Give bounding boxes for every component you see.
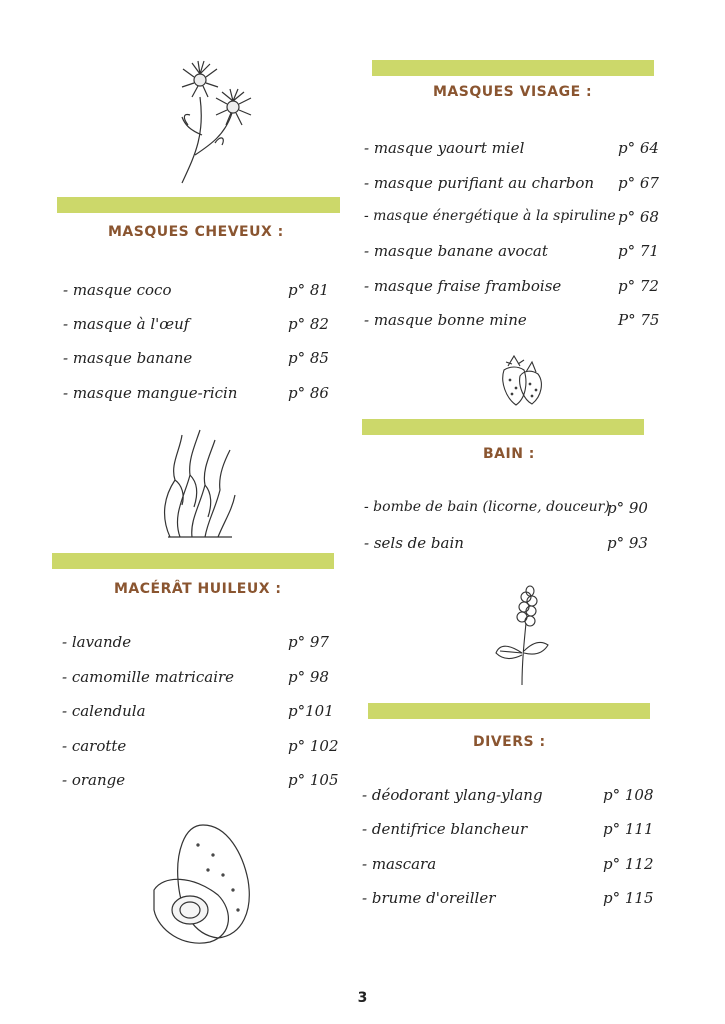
page-ref: p° 85 bbox=[288, 349, 329, 367]
list-item: - masque yaourt miel bbox=[364, 139, 525, 157]
list-item: - sels de bain bbox=[364, 534, 464, 552]
page-ref: p° 102 bbox=[288, 737, 339, 755]
list-item: - masque fraise framboise bbox=[364, 277, 562, 295]
strawberry-icon bbox=[496, 350, 544, 408]
page-ref: p°101 bbox=[288, 702, 334, 720]
section-bar bbox=[52, 553, 334, 569]
list-item: - carotte bbox=[62, 737, 127, 755]
page-ref: p° 112 bbox=[603, 855, 654, 873]
page-number: 3 bbox=[357, 990, 368, 1006]
section-bar bbox=[368, 703, 650, 719]
page-ref: p° 90 bbox=[607, 499, 648, 517]
page-ref: p° 72 bbox=[618, 277, 659, 295]
list-item: - masque à l'œuf bbox=[63, 315, 190, 333]
page-ref: p° 81 bbox=[288, 281, 329, 299]
list-item: - masque purifiant au charbon bbox=[364, 174, 595, 192]
section-title-divers: DIVERS : bbox=[473, 734, 546, 750]
list-item: - lavande bbox=[62, 633, 132, 651]
list-item: - mascara bbox=[362, 855, 437, 873]
page-ref: p° 108 bbox=[603, 786, 654, 804]
page-ref: p° 105 bbox=[288, 771, 339, 789]
page-ref: p° 115 bbox=[603, 889, 654, 907]
page-ref: p° 64 bbox=[618, 139, 659, 157]
list-item: - masque bonne mine bbox=[364, 311, 527, 329]
page-ref: p° 97 bbox=[288, 633, 329, 651]
page-ref: p° 71 bbox=[618, 242, 659, 260]
section-bar bbox=[362, 419, 644, 435]
section-title-macerat-huileux: MACÉRÂT HUILEUX : bbox=[114, 581, 282, 597]
avocado-icon bbox=[148, 820, 258, 950]
list-item: - orange bbox=[62, 771, 126, 789]
list-item: - masque banane bbox=[63, 349, 193, 367]
page-ref: p° 111 bbox=[603, 820, 654, 838]
list-item: - brume d'oreiller bbox=[362, 889, 496, 907]
page-ref: p° 67 bbox=[618, 174, 659, 192]
page-ref: p° 93 bbox=[607, 534, 648, 552]
page-ref: p° 82 bbox=[288, 315, 329, 333]
chamomile-flower-icon bbox=[170, 55, 265, 185]
list-item: - masque coco bbox=[63, 281, 172, 299]
list-item: - masque banane avocat bbox=[364, 242, 548, 260]
list-item: - masque énergétique à la spiruline bbox=[364, 208, 616, 224]
lavender-icon bbox=[492, 583, 552, 688]
section-title-bain: BAIN : bbox=[483, 446, 535, 462]
list-item: - calendula bbox=[62, 702, 146, 720]
section-bar bbox=[57, 197, 340, 213]
section-bar bbox=[372, 60, 654, 76]
section-title-masques-visage: MASQUES VISAGE : bbox=[433, 84, 593, 100]
list-item: - déodorant ylang-ylang bbox=[362, 786, 543, 804]
seaweed-icon bbox=[160, 425, 240, 540]
list-item: - dentifrice blancheur bbox=[362, 820, 528, 838]
list-item: - bombe de bain (licorne, douceur) bbox=[364, 499, 610, 515]
list-item: - masque mangue-ricin bbox=[63, 384, 238, 402]
page-ref: P° 75 bbox=[618, 311, 660, 329]
list-item: - camomille matricaire bbox=[62, 668, 235, 686]
page-ref: p° 68 bbox=[618, 208, 659, 226]
page-ref: p° 86 bbox=[288, 384, 329, 402]
page-ref: p° 98 bbox=[288, 668, 329, 686]
section-title-masques-cheveux: MASQUES CHEVEUX : bbox=[108, 224, 284, 240]
